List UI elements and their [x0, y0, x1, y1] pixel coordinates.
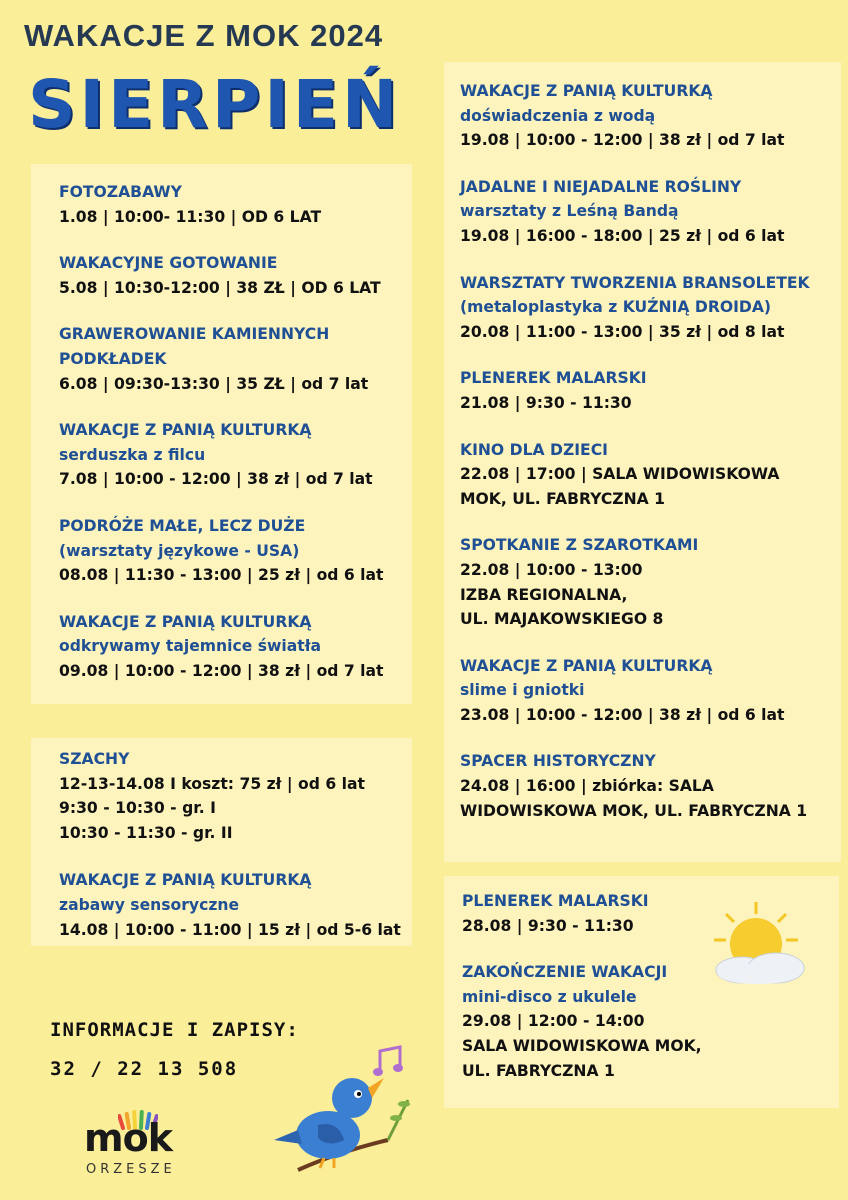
event-item — [59, 514, 412, 588]
event-details: 1.08 | 10:00- 11:30 | OD 6 LAT — [59, 207, 322, 226]
event-item — [460, 271, 841, 345]
event-details: 29.08 | 12:00 - 14:00 — [462, 1012, 645, 1031]
event-title: PODRÓŻE MAŁE, LECZ DUŻE — [59, 516, 306, 535]
event-item — [460, 533, 841, 631]
event-title: PLENEREK MALARSKI — [460, 369, 647, 388]
event-details: 09.08 | 10:00 - 12:00 | 38 zł | od 7 lat — [59, 661, 384, 680]
event-details: 28.08 | 9:30 - 11:30 — [462, 916, 634, 935]
event-details: 19.08 | 10:00 - 12:00 | 38 zł | od 7 lat — [460, 131, 785, 150]
event-details: 12-13-14.08 I koszt: 75 zł | od 6 lat — [59, 774, 365, 793]
event-item — [59, 868, 412, 942]
logo-text: mok — [84, 1116, 172, 1160]
event-item — [460, 749, 841, 823]
event-title: FOTOZABAWY — [59, 183, 182, 201]
event-item — [59, 322, 412, 396]
event-item — [59, 418, 412, 492]
events-panel-early-august — [31, 164, 412, 704]
month-title: SIERPIEŃ — [28, 66, 402, 143]
event-title: PODKŁADEK — [59, 349, 167, 368]
event-item — [59, 180, 412, 229]
event-title: WAKACJE Z PANIĄ KULTURKĄ — [460, 82, 713, 100]
event-item — [59, 251, 412, 300]
event-details: WIDOWISKOWA MOK, UL. FABRYCZNA 1 — [460, 801, 808, 820]
event-subtitle: slime i gniotki — [460, 681, 585, 700]
event-title: SZACHY — [59, 750, 130, 768]
info-phone: 32 / 22 13 508 — [50, 1058, 239, 1080]
logo-subtext: ORZESZE — [86, 1162, 176, 1177]
mok-logo — [84, 1108, 204, 1183]
event-subtitle: doświadczenia z wodą — [460, 106, 656, 125]
event-item — [59, 610, 412, 684]
event-item — [460, 79, 841, 153]
event-details: 23.08 | 10:00 - 12:00 | 38 zł | od 6 lat — [460, 705, 785, 724]
event-title: WAKACJE Z PANIĄ KULTURKĄ — [59, 612, 312, 631]
event-details: UL. FABRYCZNA 1 — [462, 1061, 615, 1080]
event-title: SPOTKANIE Z SZAROTKAMI — [460, 536, 699, 555]
event-details: MOK, UL. FABRYCZNA 1 — [460, 489, 666, 508]
event-item — [59, 747, 412, 845]
event-subtitle: zabawy sensoryczne — [59, 895, 240, 914]
event-title: WAKACJE Z PANIĄ KULTURKĄ — [59, 871, 312, 890]
event-details: 20.08 | 11:00 - 13:00 | 35 zł | od 8 lat — [460, 322, 785, 341]
events-panel-late-august — [444, 62, 841, 862]
event-title: WARSZTATY TWORZENIA BRANSOLETEK — [460, 273, 810, 292]
event-details: 22.08 | 10:00 - 13:00 — [460, 560, 643, 579]
event-details: UL. MAJAKOWSKIEGO 8 — [460, 610, 664, 629]
info-label: INFORMACJE I ZAPISY: — [50, 1019, 299, 1041]
event-subtitle: warsztaty z Leśną Bandą — [460, 202, 679, 221]
event-details: 10:30 - 11:30 - gr. II — [59, 823, 233, 842]
event-subtitle: mini-disco z ukulele — [462, 987, 637, 1006]
event-title: PLENEREK MALARSKI — [462, 892, 649, 910]
event-details: 7.08 | 10:00 - 12:00 | 38 zł | od 7 lat — [59, 470, 373, 489]
event-subtitle: (metaloplastyka z KUŹNIĄ DROIDA) — [460, 298, 772, 317]
event-details: IZBA REGIONALNA, — [460, 585, 628, 604]
event-item — [460, 654, 841, 728]
event-title: WAKACJE Z PANIĄ KULTURKĄ — [460, 656, 713, 675]
event-details: 9:30 - 10:30 - gr. I — [59, 799, 216, 818]
event-title: WAKACYJNE GOTOWANIE — [59, 254, 278, 273]
event-item — [460, 438, 841, 512]
event-details: 24.08 | 16:00 | zbiórka: SALA — [460, 777, 714, 796]
event-title: KINO DLA DZIECI — [460, 440, 608, 459]
event-title: GRAWEROWANIE KAMIENNYCH — [59, 325, 330, 344]
event-details: 5.08 | 10:30-12:00 | 38 ZŁ | OD 6 LAT — [59, 278, 381, 297]
event-subtitle: odkrywamy tajemnice światła — [59, 637, 322, 656]
event-details: SALA WIDOWISKOWA MOK, — [462, 1036, 702, 1055]
event-details: 19.08 | 16:00 - 18:00 | 25 zł | od 6 lat — [460, 226, 785, 245]
event-details: 21.08 | 9:30 - 11:30 — [460, 393, 632, 412]
sun-cloud-icon — [696, 900, 826, 990]
event-item — [460, 175, 841, 249]
event-details: 22.08 | 17:00 | SALA WIDOWISKOWA — [460, 465, 780, 484]
events-panel-mid-august — [31, 738, 412, 946]
event-item — [460, 366, 841, 415]
event-subtitle: (warsztaty językowe - USA) — [59, 541, 300, 560]
music-note-icon — [370, 1045, 406, 1081]
event-details: 6.08 | 09:30-13:30 | 35 ZŁ | od 7 lat — [59, 374, 369, 393]
header-title: WAKACJE Z MOK 2024 — [24, 18, 384, 53]
event-title: SPACER HISTORYCZNY — [460, 752, 656, 771]
event-title: JADALNE I NIEJADALNE ROŚLINY — [460, 177, 742, 196]
event-subtitle: serduszka z filcu — [59, 445, 206, 464]
event-title: ZAKOŃCZENIE WAKACJI — [462, 963, 668, 982]
event-details: 08.08 | 11:30 - 13:00 | 25 zł | od 6 lat — [59, 566, 384, 585]
event-details: 14.08 | 10:00 - 11:00 | 15 zł | od 5-6 lat — [59, 920, 401, 939]
event-title: WAKACJE Z PANIĄ KULTURKĄ — [59, 421, 312, 440]
